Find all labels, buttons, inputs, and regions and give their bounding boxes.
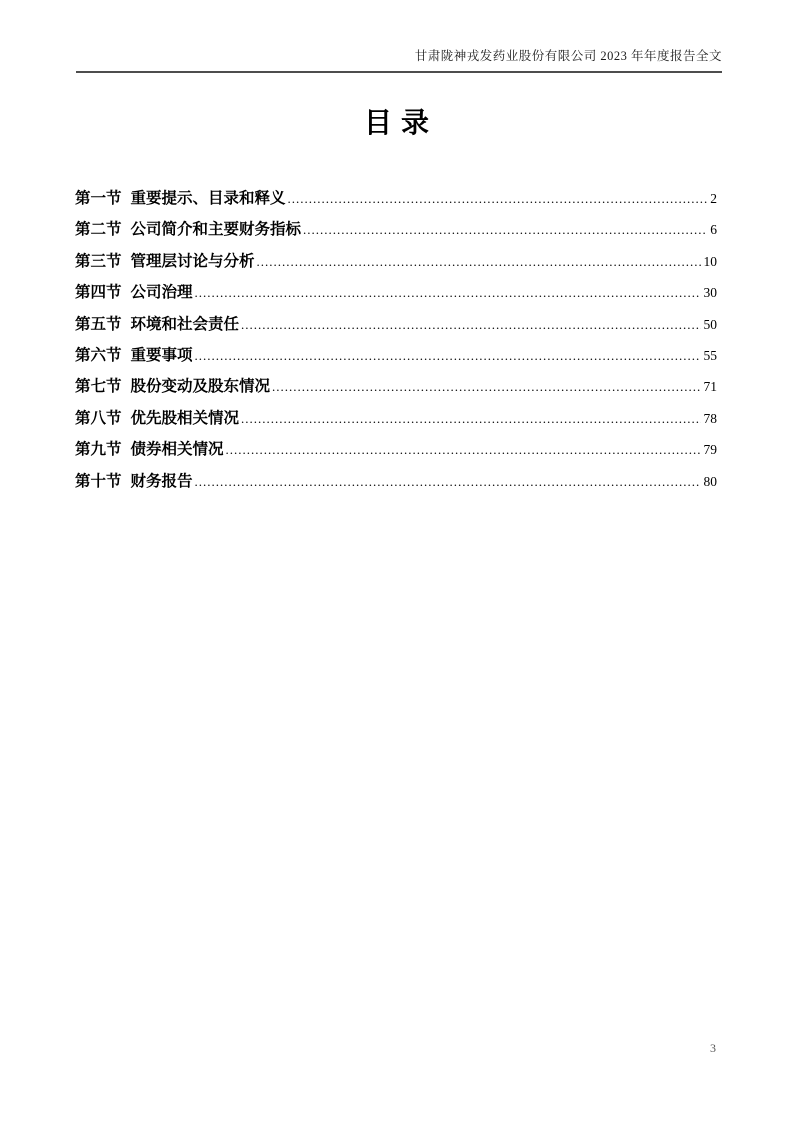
toc-dot-leader: [257, 254, 701, 270]
toc-section-label: 第七节: [75, 378, 122, 396]
toc-section-label: 第二节: [75, 221, 122, 239]
toc-entry-label: 公司简介和主要财务指标: [130, 221, 302, 239]
toc-page-number: 2: [710, 191, 717, 206]
toc-section-label: 第三节: [75, 252, 122, 270]
toc-section-label: 第一节: [75, 190, 122, 207]
toc-section-label: 第六节: [75, 346, 122, 364]
toc-dot-leader: [288, 191, 708, 207]
report-header-text: 甘肃陇神戎发药业股份有限公司 2023 年年度报告全文: [414, 49, 722, 63]
toc-page-number: 79: [703, 442, 717, 458]
toc-dot-leader: [272, 379, 700, 395]
toc-row: [75, 186, 717, 217]
toc-row: [75, 312, 717, 343]
toc-section-label: 第五节: [75, 315, 122, 333]
toc-entry-label: 重要提示、目录和释义: [130, 190, 286, 207]
toc-entry-label: 管理层讨论与分析: [130, 252, 255, 270]
toc-entry-label: 环境和社会责任: [130, 315, 240, 333]
toc-section-label: 第十节: [75, 472, 122, 490]
toc-entry-label: 优先股相关情况: [130, 409, 240, 427]
toc-dot-leader: [195, 348, 701, 364]
toc-section-label: 第九节: [75, 441, 122, 459]
toc-page-number: 78: [703, 410, 717, 426]
toc-row: [75, 343, 717, 374]
toc-page-number: 30: [703, 285, 717, 301]
toc-page-number: 55: [703, 347, 717, 363]
toc-entry-label: 财务报告: [130, 472, 193, 490]
toc-dot-leader: [241, 317, 700, 333]
toc-section-label: 第八节: [75, 409, 122, 427]
page-number: 3: [710, 1041, 716, 1055]
toc-dot-leader: [226, 442, 701, 458]
header-divider: [76, 71, 722, 73]
toc-row: [75, 374, 717, 405]
toc-entry-label: 股份变动及股东情况: [130, 378, 271, 396]
table-of-contents: [75, 186, 717, 500]
toc-page-number: 10: [703, 253, 717, 269]
toc-row: [75, 280, 717, 311]
toc-dot-leader: [195, 285, 701, 301]
toc-row: [75, 437, 717, 468]
toc-page-number: 50: [703, 316, 717, 332]
toc-page-number: 71: [703, 379, 717, 395]
toc-entry-label: 债券相关情况: [130, 441, 224, 459]
toc-row: [75, 406, 717, 437]
toc-row: [75, 469, 717, 500]
toc-dot-leader: [241, 411, 700, 427]
report-header: [76, 0, 722, 73]
toc-dot-leader: [303, 222, 707, 238]
toc-entry-label: 重要事项: [130, 346, 193, 364]
toc-section-label: 第四节: [75, 284, 122, 302]
toc-page-number: 6: [710, 222, 717, 238]
toc-dot-leader: [195, 474, 701, 490]
toc-entry-label: 公司治理: [130, 284, 193, 302]
page-title: 目录: [363, 108, 438, 139]
toc-row: [75, 217, 717, 248]
toc-page-number: 80: [703, 473, 717, 489]
toc-row: [75, 249, 717, 280]
